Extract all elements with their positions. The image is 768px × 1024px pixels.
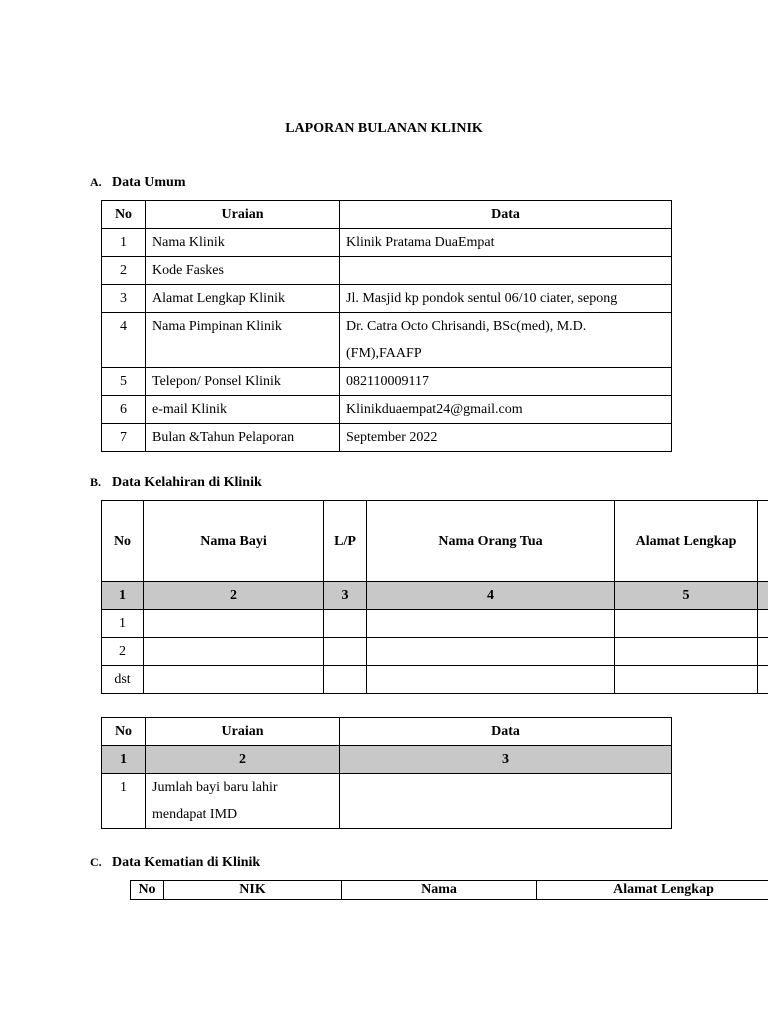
row-no: 7 [102, 424, 146, 452]
section-a-title: Data Umum [112, 175, 186, 190]
row-no: 3 [102, 285, 146, 313]
number-cell: 2 [144, 582, 324, 610]
header-no: No [102, 718, 146, 746]
row-no: 2 [102, 638, 144, 666]
section-a-letter: A. [90, 175, 102, 189]
row-uraian: Nama Klinik [146, 229, 340, 257]
row-data: Klinikduaempat24@gmail.com [340, 396, 672, 424]
row-data [340, 774, 672, 829]
number-cell: 3 [340, 746, 672, 774]
header-no: No [131, 881, 164, 900]
row-uraian: e-mail Klinik [146, 396, 340, 424]
header-alamat-lengkap: Alamat Lengkap [615, 501, 758, 582]
row-data: Jl. Masjid kp pondok sentul 06/10 ciater, sepong [340, 285, 672, 313]
cell [758, 610, 768, 638]
row-no: 5 [102, 368, 146, 396]
row-no: 1 [102, 774, 146, 829]
header-uraian: Uraian [146, 718, 340, 746]
row-data: Klinik Pratama DuaEmpat [340, 229, 672, 257]
header-uraian: Uraian [146, 201, 340, 229]
cell [324, 610, 367, 638]
cell [144, 666, 324, 694]
document-title: LAPORAN BULANAN KLINIK [285, 121, 483, 136]
row-data [340, 257, 672, 285]
header-nama-orang-tua: Nama Orang Tua [367, 501, 615, 582]
number-cell: 4 [367, 582, 615, 610]
table-row [102, 610, 768, 638]
numbering-row [102, 582, 768, 610]
cell [367, 666, 615, 694]
table-row [102, 638, 768, 666]
table-kelahiran [101, 500, 768, 694]
row-uraian: Telepon/ Ponsel Klinik [146, 368, 340, 396]
table-row [102, 313, 672, 368]
header-lp: L/P [324, 501, 367, 582]
number-cell [758, 582, 768, 610]
cell [615, 610, 758, 638]
section-a-heading [90, 175, 186, 191]
cell [615, 666, 758, 694]
table-imd [101, 717, 672, 829]
table-header-row [102, 501, 768, 582]
section-b-letter: B. [90, 475, 102, 489]
section-c-heading [90, 855, 260, 871]
section-b-title: Data Kelahiran di Klinik [112, 475, 262, 490]
number-cell: 5 [615, 582, 758, 610]
cell [144, 638, 324, 666]
row-data: Dr. Catra Octo Chrisandi, BSc(med), M.D. (FM),FAAFP [340, 313, 672, 368]
table-row [102, 774, 672, 829]
row-uraian: Nama Pimpinan Klinik [146, 313, 340, 368]
row-no: 6 [102, 396, 146, 424]
row-data: 082110009117 [340, 368, 672, 396]
number-cell: 1 [102, 582, 144, 610]
number-cell: 1 [102, 746, 146, 774]
table-row [102, 285, 672, 313]
row-no: 1 [102, 610, 144, 638]
cell [758, 638, 768, 666]
cell [324, 638, 367, 666]
cell [324, 666, 367, 694]
header-nama-bayi: Nama Bayi [144, 501, 324, 582]
header-no: No [102, 501, 144, 582]
header-alamat-lengkap: Alamat Lengkap [537, 881, 768, 900]
number-cell: 3 [324, 582, 367, 610]
table-kematian [130, 880, 768, 900]
header-no: No [102, 201, 146, 229]
row-data: September 2022 [340, 424, 672, 452]
row-no: 1 [102, 229, 146, 257]
header-data: Data [340, 201, 672, 229]
row-uraian: Jumlah bayi baru lahir mendapat IMD [146, 774, 340, 829]
row-uraian: Bulan &Tahun Pelaporan [146, 424, 340, 452]
table-row [102, 396, 672, 424]
header-nik: NIK [164, 881, 342, 900]
section-c-title: Data Kematian di Klinik [112, 855, 261, 870]
table-row [102, 229, 672, 257]
cell [615, 638, 758, 666]
table-header-row [131, 881, 768, 900]
table-row [102, 424, 672, 452]
table-header-row [102, 718, 672, 746]
cell [367, 610, 615, 638]
cell [367, 638, 615, 666]
row-uraian: Kode Faskes [146, 257, 340, 285]
table-row [102, 257, 672, 285]
numbering-row [102, 746, 672, 774]
number-cell: 2 [146, 746, 340, 774]
header-nama: Nama [342, 881, 537, 900]
section-b-heading [90, 475, 262, 491]
header-cut-off [758, 501, 768, 582]
row-uraian: Alamat Lengkap Klinik [146, 285, 340, 313]
table-row [102, 368, 672, 396]
header-data: Data [340, 718, 672, 746]
cell [144, 610, 324, 638]
table-data-umum [101, 200, 672, 452]
row-no: 2 [102, 257, 146, 285]
table-header-row [102, 201, 672, 229]
row-no: dst [102, 666, 144, 694]
table-row [102, 666, 768, 694]
cell [758, 666, 768, 694]
row-no: 4 [102, 313, 146, 368]
section-c-letter: C. [90, 855, 102, 869]
